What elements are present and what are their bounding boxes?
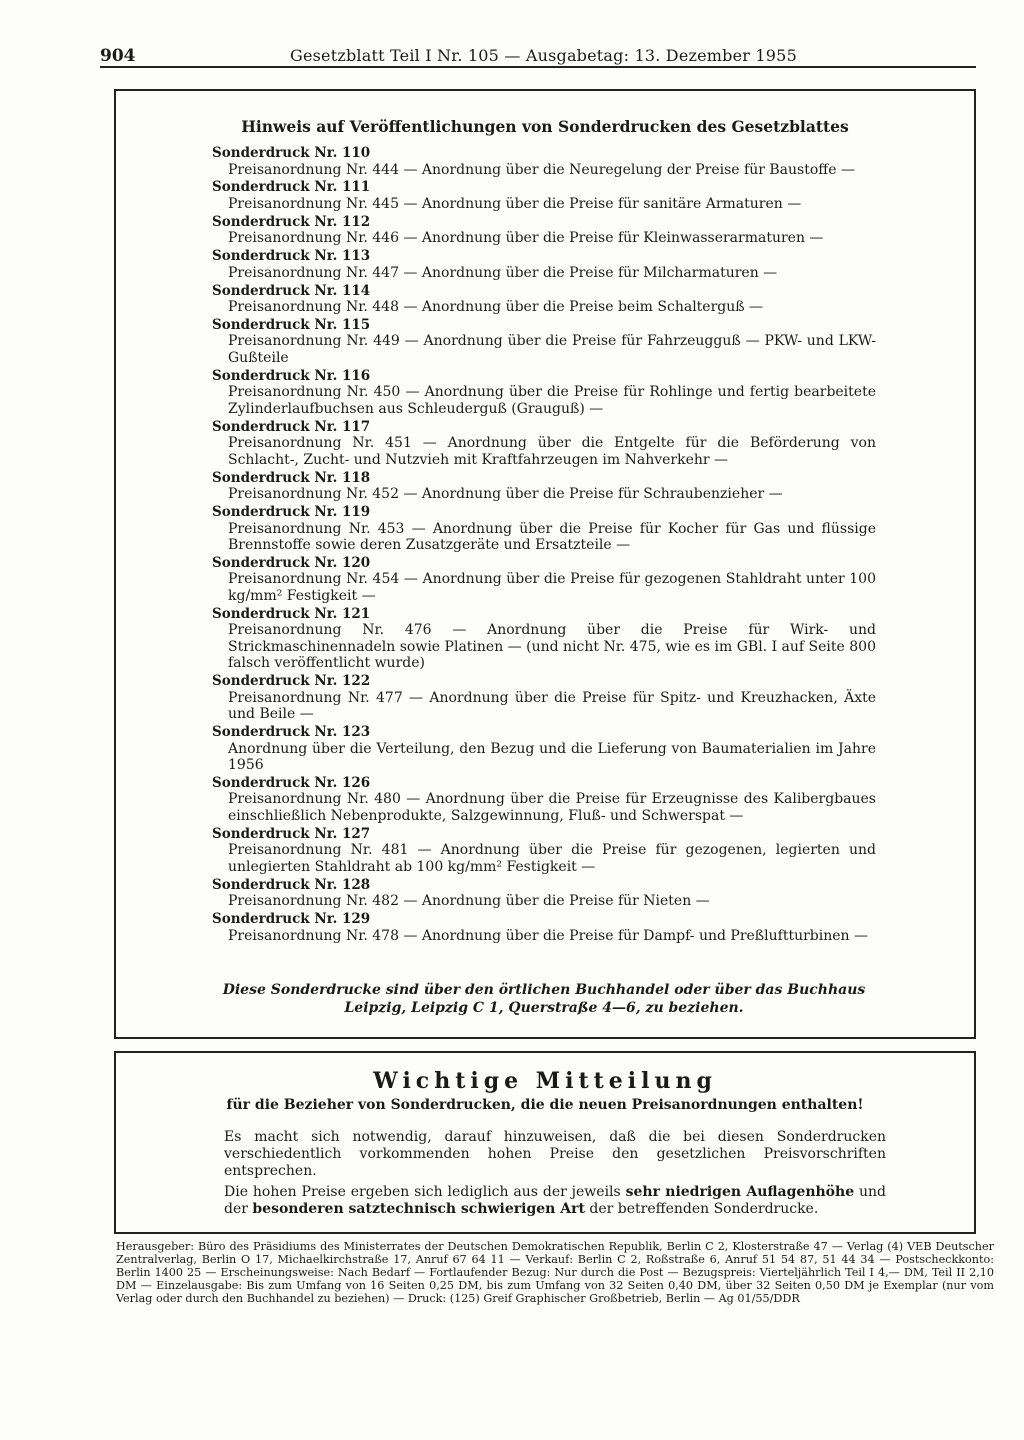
entry-text: Preisanordnung Nr. 481 — Anordnung über die Preise für gezogenen, legierten und unlegierten Stahldraht ab 100 kg/mm² Festigkeit —: [228, 842, 876, 875]
entry-label: Sonderdruck Nr. 129: [212, 911, 371, 928]
sonderdruck-entry: [212, 145, 876, 178]
entry-text: Preisanordnung Nr. 449 — Anordnung über die Preise für Fahrzeugguß — PKW- und LKW-Gußteile: [228, 333, 876, 366]
entry-text: Preisanordnung Nr. 478 — Anordnung über die Preise für Dampf- und Preßluftturbinen —: [228, 927, 868, 944]
important-notice-box: [114, 1051, 976, 1234]
entry-text: Preisanordnung Nr. 476 — Anordnung über die Preise für Wirk- und Strickmaschinennadeln sowie Platinen — (und nicht Nr. 475, wie es im GBl. I auf Seite 800 falsch veröffentlicht wurde): [228, 622, 876, 672]
sonderdruck-entry: [212, 317, 876, 367]
entry-label: Sonderdruck Nr. 119: [212, 504, 371, 521]
entry-text: Preisanordnung Nr. 482 — Anordnung über die Preise für Nieten —: [228, 893, 710, 910]
important-title: Wichtige Mitteilung: [373, 1068, 717, 1094]
entry-label: Sonderdruck Nr. 118: [212, 469, 371, 486]
entry-label: Sonderdruck Nr. 128: [212, 876, 371, 893]
sonderdruck-entry: [212, 724, 876, 774]
entry-label: Sonderdruck Nr. 126: [212, 774, 371, 791]
entry-label: Sonderdruck Nr. 115: [212, 316, 371, 333]
sonderdruck-notice-box: [114, 89, 976, 1039]
important-subtitle: für die Bezieher von Sonderdrucken, die die neuen Preisanordnungen enthalten!: [226, 1097, 864, 1113]
entry-text: Preisanordnung Nr. 450 — Anordnung über die Preise für Rohlinge und fertig bearbeitete Zylinderlaufbuchsen aus Schleuderguß (Grauguß) —: [228, 384, 876, 417]
entry-label: Sonderdruck Nr. 117: [212, 418, 371, 435]
entry-text: Preisanordnung Nr. 447 — Anordnung über die Preise für Milcharmaturen —: [228, 264, 778, 281]
sonderdruck-entry: [212, 283, 876, 316]
entry-label: Sonderdruck Nr. 122: [212, 673, 371, 690]
entry-text: Preisanordnung Nr. 448 — Anordnung über die Preise beim Schalterguß —: [228, 299, 764, 316]
sonderdruck-entry: [212, 911, 876, 944]
entry-label: Sonderdruck Nr. 110: [212, 145, 371, 161]
entry-label: Sonderdruck Nr. 111: [212, 179, 371, 196]
paragraph-text: und der: [224, 1184, 887, 1217]
imprint: Herausgeber: Büro des Präsidiums des Ministerrates der Deutschen Demokratischen Republik, Berlin C 2, Klosterstraße 47 — Verlag (4) VEB Deutscher Zentralverlag, Berlin O 17, Michaelkirchstraße 17, Anruf 67 64 11 — Verkauf: Berlin C 2, Roßstraße 6, Anruf 51 54 87, 51 44 34 — Postscheckkonto: Berlin 1400 25 — Erscheinungsweise: Nach Bedarf — Fortlaufender Bezug: Nur durch die Post — Bezugspreis: Vierteljährlich Teil I 4,— DM, Teil II 2,10 DM — Einzelausgabe: Bis zum Umfang von 16 Seiten 0,25 DM, bis zum Umfang von 32 Seiten 0,40 DM, über 32 Seiten 0,50 DM je Exemplar (nur vom Verlag oder durch den Buchhandel zu beziehen) — Druck: (125) Greif Graphischer Großbetrieb, Berlin — Ag 01/55/DDR: [116, 1240, 994, 1305]
sonderdruck-list: [212, 145, 876, 946]
sonderdruck-entry: [212, 179, 876, 212]
entry-label: Sonderdruck Nr. 121: [212, 605, 371, 622]
sonderdruck-entry: [212, 419, 876, 469]
important-paragraph: [224, 1184, 886, 1218]
sonderdruck-entry: [212, 248, 876, 281]
entry-text: Anordnung über die Verteilung, den Bezug und die Lieferung von Baumaterialien im Jahre 1956: [228, 740, 876, 774]
important-body: [224, 1129, 886, 1222]
entry-label: Sonderdruck Nr. 123: [212, 724, 371, 741]
entry-label: Sonderdruck Nr. 114: [212, 282, 371, 299]
sonderdruck-entry: [212, 826, 876, 876]
sonderdruck-entry: [212, 606, 876, 672]
sonderdruck-entry: [212, 368, 876, 418]
entry-text: Preisanordnung Nr. 480 — Anordnung über die Preise für Erzeugnisse des Kalibergbaues einschließlich Nebenprodukte, Salzgewinnung, Fluß- und Schwerspat —: [228, 791, 876, 824]
page-header: [100, 44, 976, 68]
entry-label: Sonderdruck Nr. 112: [212, 213, 371, 230]
emphasis-text: besonderen satztechnisch schwierigen Art: [252, 1201, 585, 1217]
entry-text: Preisanordnung Nr. 477 — Anordnung über die Preise für Spitz- und Kreuzhacken, Äxte und Beile —: [228, 689, 876, 723]
entry-text: Preisanordnung Nr. 445 — Anordnung über die Preise für sanitäre Armaturen —: [228, 195, 802, 212]
sonderdruck-entry: [212, 775, 876, 825]
emphasis-text: sehr niedrigen Auflagenhöhe: [625, 1184, 855, 1200]
entry-text: Preisanordnung Nr. 452 — Anordnung über die Preise für Schraubenzieher —: [228, 486, 783, 503]
entry-label: Sonderdruck Nr. 120: [212, 554, 371, 571]
page-number: 904: [100, 46, 136, 66]
entry-text: Preisanordnung Nr. 446 — Anordnung über die Preise für Kleinwasserarmaturen —: [228, 230, 824, 247]
notice-heading: Hinweis auf Veröffentlichungen von Sonderdrucken des Gesetzblattes: [241, 117, 849, 136]
sonderdruck-entry: [212, 214, 876, 247]
sonderdruck-entry: [212, 877, 876, 910]
entry-label: Sonderdruck Nr. 127: [212, 825, 371, 842]
availability-note: Diese Sonderdrucke sind über den örtlichen Buchhandel oder über das Buchhaus Leipzig, Leipzig C 1, Querstraße 4—6, zu beziehen.: [222, 982, 866, 1016]
entry-label: Sonderdruck Nr. 113: [212, 248, 371, 265]
sonderdruck-entry: [212, 555, 876, 605]
entry-text: Preisanordnung Nr. 453 — Anordnung über die Preise für Kocher für Gas und flüssige Brennstoffe sowie deren Zusatzgeräte und Ersatzteile —: [228, 520, 876, 554]
important-paragraph: Es macht sich notwendig, darauf hinzuweisen, daß die bei diesen Sonderdrucken verschiedentlich vorkommenden hohen Preise den gesetzlichen Preisvorschriften entsprechen.: [224, 1129, 886, 1179]
entry-text: Preisanordnung Nr. 454 — Anordnung über die Preise für gezogenen Stahldraht unter 100 kg/mm² Festigkeit —: [228, 571, 876, 604]
sonderdruck-entry: [212, 673, 876, 723]
paragraph-text: Die hohen Preise ergeben sich lediglich aus der jeweils: [224, 1184, 626, 1200]
sonderdruck-entry: [212, 470, 876, 503]
entry-text: Preisanordnung Nr. 444 — Anordnung über die Neuregelung der Preise für Baustoffe —: [228, 161, 855, 178]
paragraph-text: der betreffenden Sonderdrucke.: [584, 1201, 819, 1217]
entry-label: Sonderdruck Nr. 116: [212, 367, 371, 384]
sonderdruck-entry: [212, 504, 876, 554]
entry-text: Preisanordnung Nr. 451 — Anordnung über die Entgelte für die Beförderung von Schlacht-, Zucht- und Nutzvieh mit Kraftfahrzeugen im Nahverkehr —: [228, 435, 876, 468]
header-title: Gesetzblatt Teil I Nr. 105 — Ausgabetag: 13. Dezember 1955: [290, 46, 797, 65]
